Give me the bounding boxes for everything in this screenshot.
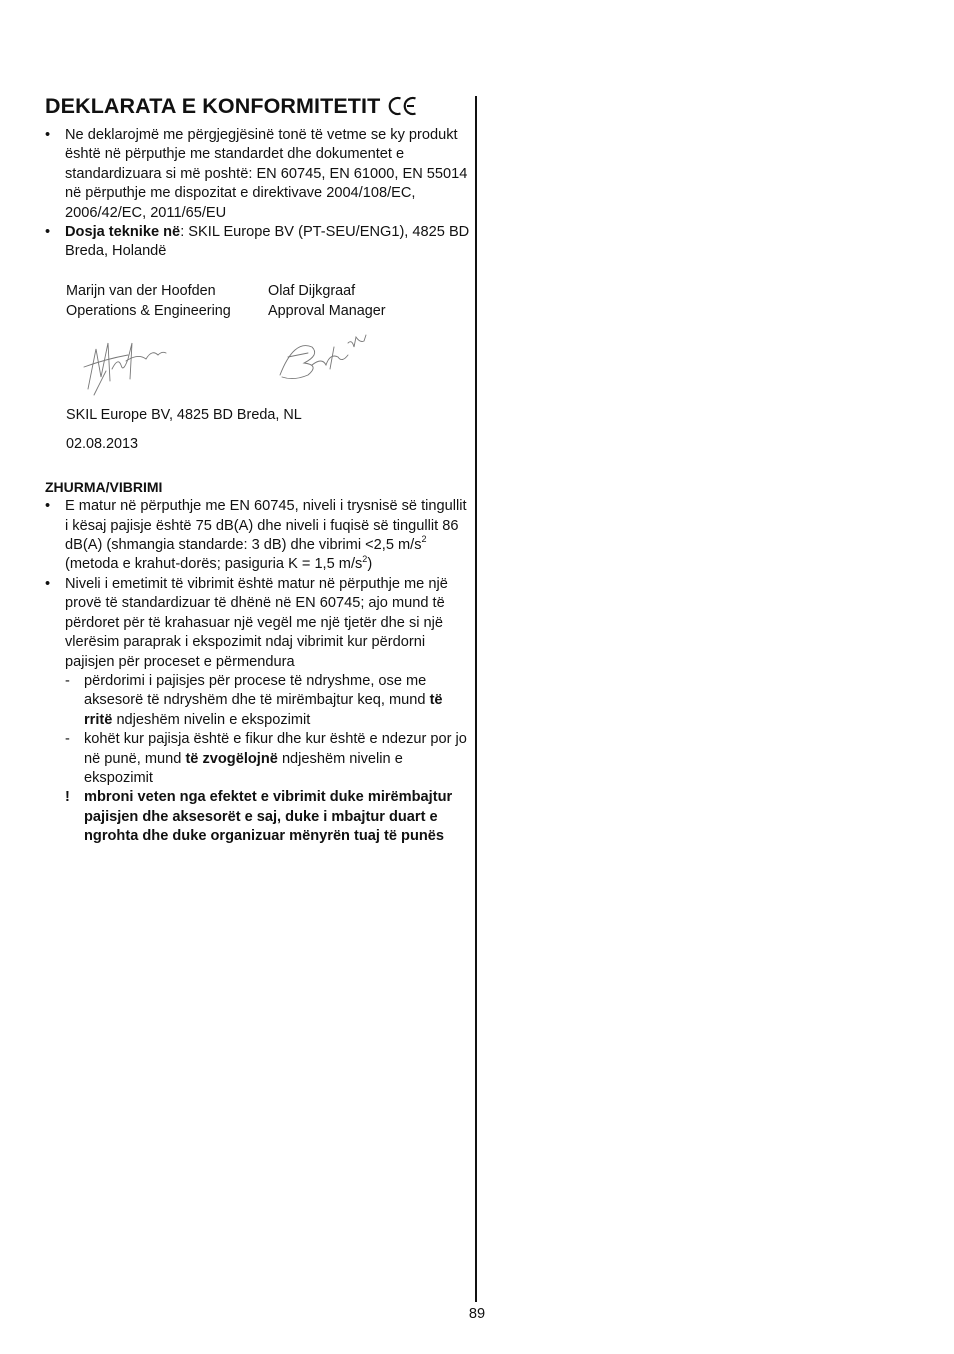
signature-2-image [268,329,470,399]
noise-section-title: ZHURMA/VIBRIMI [45,478,163,495]
exposure-factors [65,672,470,788]
declaration-title: DEKLARATA E KONFORMITETIT [45,94,381,118]
vibration-emission: • Niveli i emetimit të vibrimit është matur në përputhje me një provë të standardizuar të dhënë në EN 60745; ajo mund të përdoret për të krahasuar një vegël me një tjetër dhe si një vlerësim paraprak i ekspozimit ndaj vibrimit kur përdorni pajisjen për proceset e përmendura - përdorimi i pajisjes për procese të ndryshme, ose me aksesorë të ndryshëm dhe të mirëmbajtur keq, mund të rritë ndjeshëm nivelin e ekspozimit - kohët kur pajisja është e fikur dhe kur është e ndezur por jo në punë, mund të zvogëlojnë ndjeshëm nivelin e ekspozimit ! mbroni veten nga efektet e vibrimit duke mirëmbajtur pajisjen dhe aksesorët e saj, duke i mbajtur duart e ngrohta dhe duke organizuar mënyrën tuaj të punës [45,575,470,847]
signatory-1 [66,281,268,321]
signatory-name: Olaf Dijkgraaf [268,282,356,299]
signature-1-image [66,329,268,399]
exposure-decrease: - kohët kur pajisja është e fikur dhe kur është e ndezur por jo në punë, mund të zvogëlojnë ndjeshëm nivelin e ekspozimit [65,730,470,788]
declaration-heading [45,92,470,120]
signatory-name: Marijn van der Hoofden [66,282,216,299]
left-column [45,92,470,847]
warning-text: mbroni veten nga efektet e vibrimit duke mirëmbajtur pajisjen dhe aksesorët e saj, duke i mbajtur duart e ngrohta dhe duke organizuar mënyrën tuaj të punës [84,789,453,845]
signatory-2 [268,281,470,321]
technical-file: • Dosja teknike në: SKIL Europe BV (PT-SEU/ENG1), 4825 BD Breda, Holandë [45,223,470,262]
warning-mark: ! [65,789,70,806]
noise-list [45,497,470,846]
signatory-role: Approval Manager [268,302,386,319]
noise-measurement: • E matur në përputhje me EN 60745, niveli i trysnisë së tingullit i kësaj pajisje është 75 dB(A) dhe niveli i fuqisë së tingullit 86 dB(A) (shmangia standarde: 3 dB) dhe vibrimi <2,5 $m/s^2$ (metoda e krahut-dorës; pasiguria K = 1,5 $m/s^2$) [45,497,470,575]
declaration-date: 02.08.2013 [66,435,139,452]
exposure-increase: - përdorimi i pajisjes për procese të ndryshme, ose me aksesorë të ndryshëm dhe të mirëmbajtur keq, mund të rritë ndjeshëm nivelin e ekspozimit [65,672,470,730]
vibration-warning [65,788,470,846]
signature-block [66,281,470,454]
declaration-statement: • Ne deklarojmë me përgjegjësinë tonë të vetme se ky produkt është në përputhje me standardet dhe dokumentet e standardizuara si më poshtë: EN 60745, EN 61000, EN 55014 në përputhje me dispozitat e direktivave 2004/108/EC, 2006/42/EC, 2011/65/EU [45,126,470,223]
company-address: SKIL Europe BV, 4825 BD Breda, NL [66,406,302,423]
ce-mark-icon [388,96,418,116]
declaration-list [45,126,470,262]
signatory-role: Operations & Engineering [66,302,231,319]
page-number: 89 [468,1306,486,1322]
column-divider [475,96,477,1302]
